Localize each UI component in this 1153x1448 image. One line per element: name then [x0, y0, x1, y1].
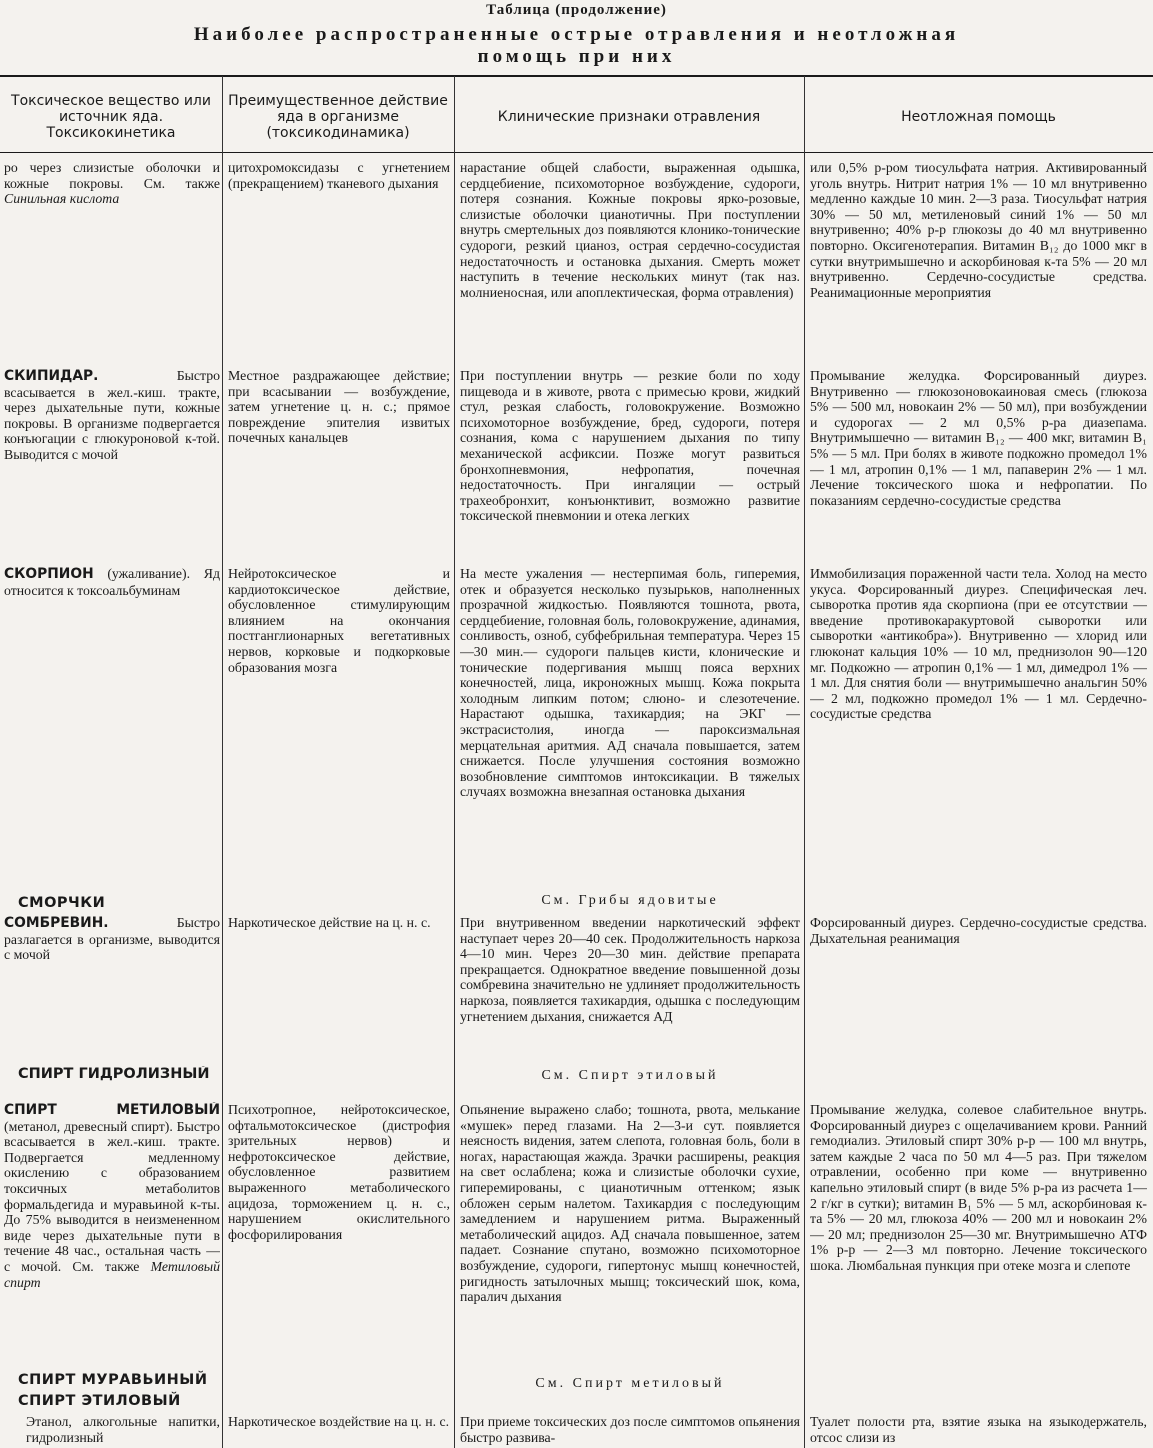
row-scorpion-text: (ужаливание). Яд относится к токсоальбуминам	[4, 566, 220, 598]
header-clinical-signs: Клинические признаки отравления	[497, 109, 761, 125]
row-turpentine-substance	[4, 368, 220, 463]
row-ethyl-substance: Этанол, алкогольные напитки, гидролизный	[26, 1414, 220, 1445]
row-cyan-action: цитохромоксидазы с угнетением (прекращением) тканевого дыхания	[228, 160, 450, 191]
row-ethyl-signs: При приеме токсических доз после симптомов опьянения быстро развива-	[460, 1414, 800, 1445]
row-methyl-text: (метанол, древесный спирт). Быстро всасывается в жел.-киш. тракте. Подвергается медленному окислению с образованием токсичных метаболитов формальдегида и муравьиной к-ты. До 75% выводится в неизмененном виде через дыхательные пути в течение 48 час., остальная часть — с мочой. См. также	[4, 1118, 220, 1274]
row-cyan-signs: нарастание общей слабости, выраженная одышка, сердцебиение, психомоторное возбуждение, судороги, потеря сознания. Кожные покровы ярко-розовые, слизистые оболочки цианотичны. При поступлении внутрь смертельных доз появляются клонико-тонические судороги, резкий цианоз, острая сердечно-сосудистая недостаточность и остановка дыхания. Смерть может наступить в течение нескольких минут (так наз. молниеносная, или апоплектическая, форма отравления)	[460, 160, 800, 300]
row-sombrevin-aid: Форсированный диурез. Сердечно-сосудистые средства. Дыхательная реанимация	[810, 915, 1147, 946]
header-rule	[0, 152, 1153, 153]
row-turpentine-title: СКИПИДАР.	[4, 368, 99, 384]
row-methyl-aid: Промывание желудка, солевое слабительное внутрь. Форсированный диурез с ощелачиванием крови. Ранний гемодиализ. Этиловый спирт 30% р-р — 100 мл внутрь, затем каждые 2 часа по 50 мл 4—5 раз. При тяжелом отравлении, особенно при коме — внутривенно капельно этиловый спирт (в виде 5% р-ра из расчета 1—2 г/кг в сутки); витамин B₁ 5% — 5 мл, аскорбиновая к-та 5% — 20 мл, глюкоза 40% — 200 мл и новокаин 2% — 20 мл; преднизолон 25—30 мг. Внутримышечно АТФ 1% р-р — 2—3 мл повторно. Лечение токсического шока. Люмбальная пункция при отеке мозга и слепоте	[810, 1102, 1147, 1273]
row-hydrolysis-see: См. Спирт этиловый	[541, 1068, 719, 1083]
row-hydrolysis-title: СПИРТ ГИДРОЛИЗНЫЙ	[18, 1066, 210, 1082]
row-scorpion-aid: Иммобилизация пораженной части тела. Холод на место укуса. Форсированный диурез. Специфическая леч. сыворотка против яда скорпиона (при ее отсутствии — введение противокаракуртовой сыворотки или сыворотки «антикобра»). Внутривенно — хлорид или глюконат кальция 10% — 10 мл, преднизолон 90—120 мг. Подкожно — атропин 0,1% — 1 мл, димедрол 1% — 1 мл. Для снятия боли — внутримышечно анальгин 50% — 2 мл, подкожно промедол 1% — 1 мл. Сердечно-сосудистые средства	[810, 566, 1147, 722]
row-scorpion-title: СКОРПИОН	[4, 566, 94, 582]
row-methyl-signs: Опьянение выражено слабо; тошнота, рвота, мелькание «мушек» перед глазами. На 2—3-и сут. появляется неясность видения, затем слепота, головная боль, боли в ногах, нарастающая жажда. Зрачки расширены, реакция на свет ослаблена; кожа и слизистые оболочки сухие, гиперемированы, с цианотичным оттенком; язык обложен серым налетом. Тахикардия с последующим замедлением и нарушением ритма. Выраженный метаболический ацидоз. АД сначала повышенное, затем падает. Сознание спутано, возможно психомоторное возбуждение, судороги, гипертонус мышц конечностей, ригидность затылочных мышц; токсический шок, кома, паралич дыхания	[460, 1102, 800, 1305]
row-sombrevin-substance	[4, 915, 220, 963]
row-turpentine-action: Местное раздражающее действие; при всасывании — возбуждение, затем угнетение ц. н. с.; прямое повреждение эпителия извитых почечных канальцев	[228, 368, 450, 446]
column-divider-2	[454, 76, 455, 1448]
header-emergency-aid: Неотложная помощь	[901, 109, 1056, 125]
row-methyl-title: СПИРТ МЕТИЛОВЫЙ	[4, 1102, 220, 1118]
table-caption-small: Таблица (продолжение)	[486, 2, 667, 18]
row-ethyl-action: Наркотическое воздействие на ц. н. с.	[228, 1414, 450, 1429]
header-toxicodynamics: Преимущественное действие яда в организме (токсикодинамика)	[228, 93, 448, 141]
row-turpentine-aid: Промывание желудка. Форсированный диурез. Внутривенно — глюкозоновокаиновая смесь (глюкоза 5% — 500 мл, новокаин 2% — 50 мл), при возбуждении и судорогах — 2 мл 0,5% р-ра диазепама. Внутримышечно — витамин B₁₂ — 400 мкг, витамин B₁ 5% — 5 мл. При болях в животе подкожно промедол 1% — 1 мл, атропин 0,1% — 1 мл, папаверин 2% — 1 мл. Лечение токсического шока и нефропатии. По показаниям сердечно-сосудистые средства	[810, 368, 1147, 508]
row-methyl-substance	[4, 1102, 220, 1290]
row-turpentine-text: Быстро всасывается в жел.-киш. тракте, через дыхательные пути, кожные покровы. В организме подвергается конъюгации с глюкуроновой к-той. Выводится с мочой	[4, 368, 220, 462]
column-divider-3	[804, 76, 805, 1448]
table-caption-title	[0, 24, 1153, 68]
row-cyan-substance-ref: Синильная кислота	[4, 191, 120, 207]
row-cyan-substance-text: ро через слизистые оболочки и кожные покровы. См. также	[4, 160, 220, 191]
row-ethyl-title: СПИРТ ЭТИЛОВЫЙ	[18, 1393, 181, 1409]
row-sombrevin-signs: При внутривенном введении наркотический эффект наступает через 20—40 сек. Продолжительность наркоза 4—10 мин. Через 20—30 мин. действие препарата прекращается. Однократное введение повышенной дозы сомбревина значительно не удлиняет продолжительность наркоза, появляется тахикардия, одышка с последующим угнетением дыхания, снижается АД	[460, 915, 800, 1024]
row-scorpion-action: Нейротоксическое и кардиотоксическое действие, обусловленное стимулирующим влиянием на окончания постганглионарных вегетативных нервов, корковые и подкорковые образования мозга	[228, 566, 450, 675]
row-morels-see: См. Грибы ядовитые	[541, 893, 719, 908]
column-divider-1	[222, 76, 223, 1448]
row-sombrevin-title: СОМБРЕВИН.	[4, 915, 109, 931]
header-toxic-substance: Токсическое вещество или источник яда. Токсикокинетика	[11, 93, 211, 141]
top-rule	[0, 75, 1153, 77]
row-sombrevin-text: Быстро разлагается в организме, выводится с мочой	[4, 915, 220, 963]
row-scorpion-signs: На месте ужаления — нестерпимая боль, гиперемия, отек и образуется несколько пузырьков, наполненных прозрачной жидкостью. Появляются тошнота, рвота, сердцебиение, головная боль, головокружение, адинамия, сонливость, озноб, субфебрильная температура. Через 15—30 мин.— судороги пальцев кисти, клонические и тонические подергивания мышц пояса верхних конечностей, лица, икроножных мышц. Кожа покрыта холодным липким потом; слюно- и слезотечение. Нарастают одышка, тахикардия; на ЭКГ — экстрасистолия, иногда — пароксизмальная мерцательная аритмия. АД сначала повышается, затем снижается. После улучшения состояния возможно возобновление симптомов интоксикации. В тяжелых случаях возможна внезапная остановка дыхания	[460, 566, 800, 800]
row-sombrevin-action: Наркотическое действие на ц. н. с.	[228, 915, 431, 930]
row-formic-title: СПИРТ МУРАВЬИНЫЙ	[18, 1372, 208, 1388]
row-cyan-substance	[4, 160, 220, 207]
row-cyan-aid: или 0,5% р-ром тиосульфата натрия. Активированный уголь внутрь. Нитрит натрия 1% — 10 мл внутривенно медленно каждые 10 мин. 2—3 раза. Тиосульфат натрия 30% — 50 мл, метиленовый синий 1% — 50 мл внутривенно; 40% р-р глюкозы до 40 мл внутривенно повторно. Оксигенотерапия. Витамин B₁₂ до 1000 мкг в сутки внутримышечно и аскорбиновая к-та 5% — 20 мл внутривенно. Сердечно-сосудистые средства. Реанимационные мероприятия	[810, 160, 1147, 300]
row-scorpion-substance	[4, 566, 220, 598]
table-caption-line-1: Наиболее распространенные острые отравления и неотложная	[193, 24, 960, 45]
row-ethyl-aid: Туалет полости рта, взятие языка на языкодержатель, отсос слизи из	[810, 1414, 1147, 1445]
table-caption-line-2: помощь при них	[477, 46, 676, 67]
row-morels-title: СМОРЧКИ	[18, 895, 106, 911]
row-turpentine-signs: При поступлении внутрь — резкие боли по ходу пищевода и в животе, рвота с примесью крови, жидкий стул, резкая слабость, головокружение. Возможно психомоторное возбуждение, бред, судороги, потеря сознания, кома с нарушением дыхания по типу механической асфиксии. Позже могут развиться бронхопневмония, нефропатия, почечная недостаточность. При ингаляции — острый трахеобронхит, конъюнктивит, возможно развитие токсической пневмонии и отека легких	[460, 368, 800, 524]
row-methyl-ref: Метиловый спирт	[4, 1258, 220, 1290]
row-formic-see: См. Спирт метиловый	[535, 1376, 725, 1391]
row-methyl-action: Психотропное, нейротоксическое, офтальмотоксическое (дистрофия зрительных нервов) и нефротоксическое действие, обусловленное развитием выраженного метаболического ацидоза, торможением ц. н. с., нарушением окислительного фосфорилирования	[228, 1102, 450, 1242]
